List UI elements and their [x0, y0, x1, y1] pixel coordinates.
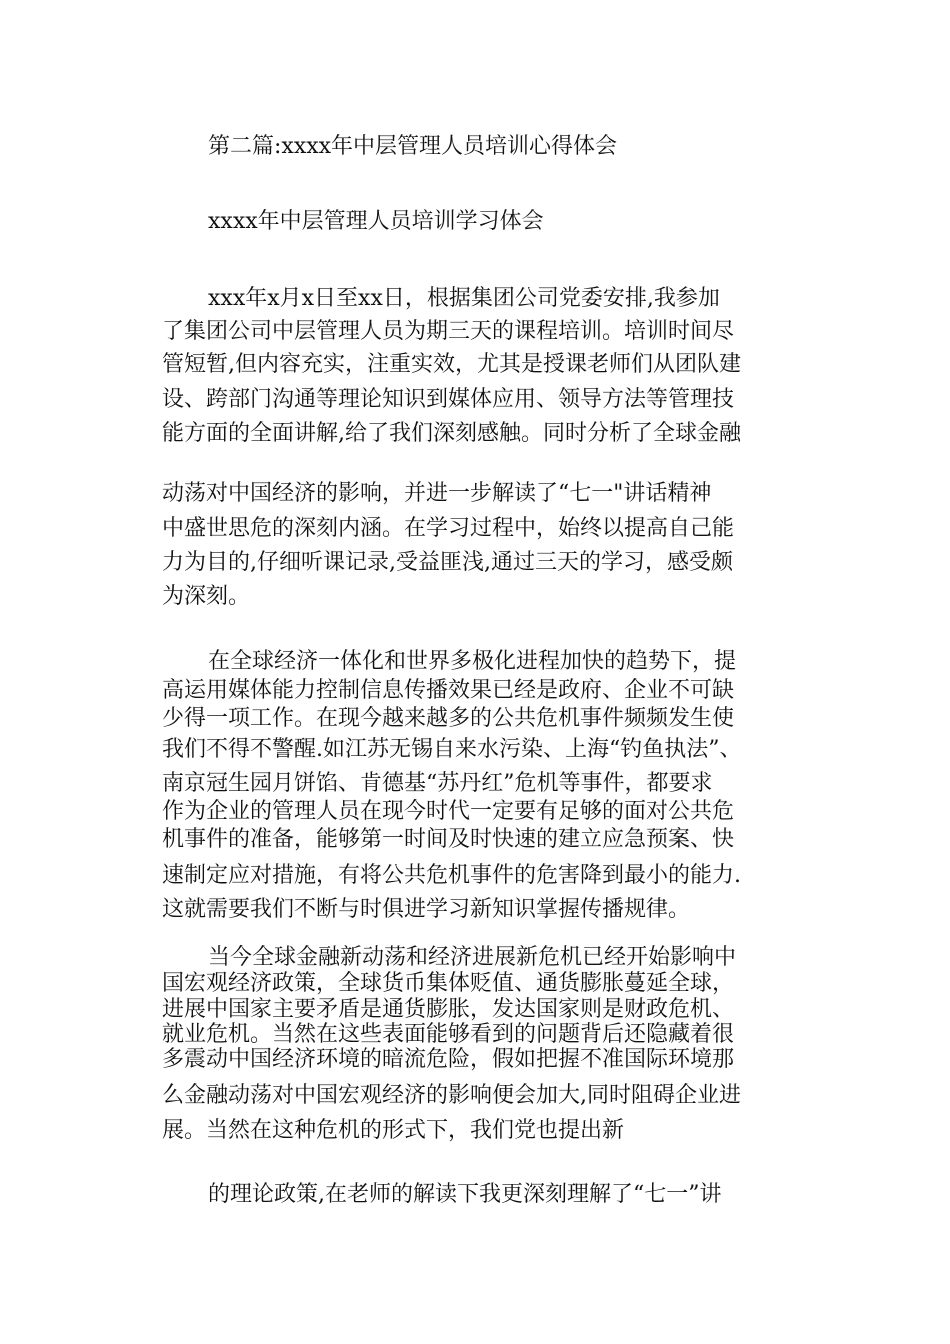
- paragraph-line: 国宏观经济政策，全球货币集体贬值、通货膨胀蔓延全球，: [162, 971, 735, 996]
- paragraph-line: 了集团公司中层管理人员为期三天的课程培训。培训时间尽: [162, 319, 735, 344]
- paragraph-line: 管短暂,但内容充实，注重实效，尤其是授课老师们从团队建: [162, 352, 741, 377]
- paragraph-line: xxx年x月x日至xx日，根据集团公司党委安排,我参加: [208, 286, 720, 311]
- paragraph-line: 为深刻。: [162, 584, 251, 609]
- paragraph-line: 就业危机。当然在这些表面能够看到的问题背后还隐藏着很: [162, 1022, 735, 1047]
- paragraph-line: 我们不得不警醒.如江苏无锡自来水污染、上海“钓鱼执法”、: [162, 737, 742, 762]
- paragraph-line: 少得一项工作。在现今越来越多的公共危机事件频频发生使: [162, 706, 735, 731]
- paragraph-line: 在全球经济一体化和世界多极化进程加快的趋势下，提: [208, 649, 737, 674]
- document-subtitle: xxxx年中层管理人员培训学习体会: [208, 209, 544, 234]
- paragraph-line: 机事件的准备，能够第一时间及时快速的建立应急预案、快: [162, 827, 735, 852]
- document-title: 第二篇:xxxx年中层管理人员培训心得体会: [208, 134, 618, 159]
- paragraph-line: 中盛世思危的深刻内涵。在学习过程中，始终以提高自己能: [162, 516, 735, 541]
- paragraph-line: 的理论政策,在老师的解读下我更深刻理解了“七一”讲: [208, 1182, 722, 1207]
- paragraph-line: 这就需要我们不断与时俱进学习新知识掌握传播规律。: [162, 897, 691, 922]
- paragraph-line: 多震动中国经济环境的暗流危险，假如把握不准国际环境那: [162, 1047, 735, 1072]
- paragraph-line: 进展中国家主要矛盾是通货膨胀，发达国家则是财政危机、: [162, 997, 735, 1022]
- paragraph-line: 设、跨部门沟通等理论知识到媒体应用、领导方法等管理技: [162, 387, 735, 412]
- paragraph-line: 作为企业的管理人员在现今时代一定要有足够的面对公共危: [162, 799, 735, 824]
- paragraph-line: 么金融动荡对中国宏观经济的影响便会加大,同时阻碍企业进: [162, 1083, 741, 1108]
- paragraph-line: 动荡对中国经济的影响，并进一步解读了“七一"讲话精神: [162, 481, 712, 506]
- paragraph-line: 当今全球金融新动荡和经济进展新危机已经开始影响中: [208, 945, 737, 970]
- paragraph-line: 能方面的全面讲解,给了我们深刻感触。同时分析了全球金融: [162, 421, 741, 446]
- paragraph-line: 南京冠生园月饼馅、肯德基“苏丹红”危机等事件，都要求: [162, 771, 713, 796]
- paragraph-line: 展。当然在这种危机的形式下，我们党也提出新: [162, 1118, 625, 1143]
- paragraph-line: 速制定应对措施，有将公共危机事件的危害降到最小的能力.: [162, 863, 741, 888]
- paragraph-line: 高运用媒体能力控制信息传播效果已经是政府、企业不可缺: [162, 678, 735, 703]
- paragraph-line: 力为目的,仔细听课记录,受益匪浅,通过三天的学习，感受颇: [162, 550, 733, 575]
